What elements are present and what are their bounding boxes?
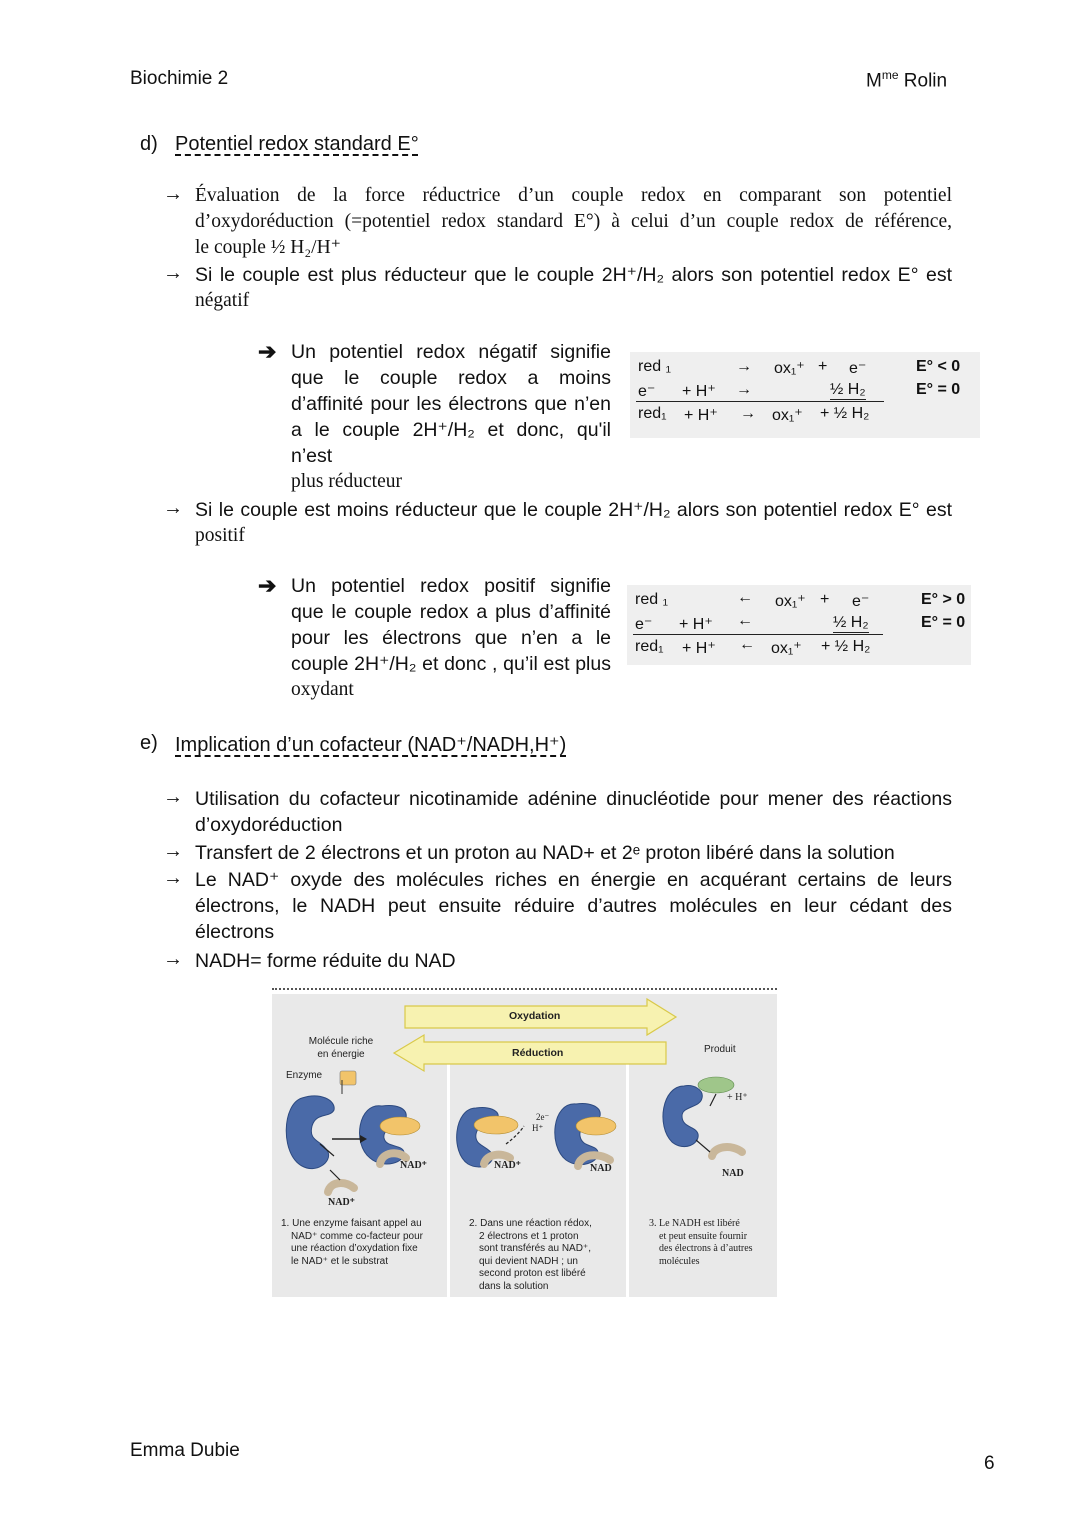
substrate-icon xyxy=(380,1117,420,1135)
eq-proton: + H⁺ xyxy=(682,640,716,657)
eq-half-h2: + ½ H₂ xyxy=(821,638,871,655)
proton-label: H⁺ xyxy=(532,1123,544,1133)
bullet-transfert: Transfert de 2 électrons et un proton au NAD+ et 2ᵉ proton libéré dans la solution xyxy=(195,842,895,864)
eq-potential: E° = 0 xyxy=(916,381,961,398)
bullet-arrow: → xyxy=(163,786,183,808)
caption-step-3: 3. Le NADH est libéré et peut ensuite fournir des électrons à d’autres molécules xyxy=(649,1218,753,1267)
eq-rule xyxy=(633,634,883,635)
eq-arrow: ← xyxy=(737,589,753,606)
eq-half-h2: + ½ H₂ xyxy=(820,405,870,422)
footer-author: Emma Dubie xyxy=(130,1440,240,1461)
eq-potential: E° > 0 xyxy=(921,591,966,608)
eq-half-h2: ½ H₂ xyxy=(830,381,866,398)
bullet-arrow: → xyxy=(163,183,183,205)
section-e-title: Implication d’un cofacteur (NAD⁺/NADH,H⁺) xyxy=(175,734,567,756)
bullet-moins-reducteur: Si le couple est moins réducteur que le couple 2H⁺/H₂ alors son potentiel redox E° est positif xyxy=(195,499,952,546)
section-d-letter: d) xyxy=(140,133,158,155)
bullet-nad-oxyde: Le NAD⁺ oxyde des molécules riches en énergie en acquérant certains de leurs électrons, le NADH peut ensuite réduire d’autres molécules en leur cédant des électrons xyxy=(195,869,952,943)
eq-ox1: ox₁⁺ xyxy=(772,407,803,424)
section-e-letter: e) xyxy=(140,732,158,754)
eq-potential: E° = 0 xyxy=(921,614,966,631)
eq-red1: red₁ xyxy=(635,638,664,655)
bullet-arrow: → xyxy=(163,948,183,970)
eq-ox1: ox₁⁺ xyxy=(774,360,805,377)
two-electrons-label: 2e⁻ xyxy=(536,1112,550,1122)
nad-label: NAD xyxy=(722,1168,744,1179)
bullet-cofacteur: Utilisation du cofacteur nicotinamide adénine dinucléotide pour mener des réactions d’oxydoréduction xyxy=(195,788,952,836)
molecule-label: Molécule riche en énergie xyxy=(308,1036,374,1060)
plus-h-label: + H⁺ xyxy=(727,1092,748,1103)
eq-arrow: ← xyxy=(737,612,753,629)
nad-plus-label: NAD⁺ xyxy=(494,1160,521,1171)
eq-proton: + H⁺ xyxy=(684,407,718,424)
caption-step-1: 1. Une enzyme faisant appel au NAD⁺ comme co-facteur pour une réaction d’oxydation fixe le NAD⁺ et le substrat xyxy=(281,1218,423,1267)
eq-electron: e⁻ xyxy=(852,593,870,610)
eq-arrow: ← xyxy=(739,636,755,653)
bullet-evaluation: Évaluation de la force réductrice d’un couple redox en comparant son potentiel d’oxydoréduction (=potentiel redox standard E°) à celui d’un couple redox de référence, le couple ½ H₂/H⁺ xyxy=(195,185,952,258)
nad-plus-label: NAD⁺ xyxy=(328,1197,355,1208)
header-teacher: $M^{me}$ Rolin xyxy=(866,68,948,92)
eq-electron: e⁻ xyxy=(638,383,656,400)
bullet-arrow: → xyxy=(163,262,183,284)
eq-ox1: ox₁⁺ xyxy=(771,640,802,657)
nad-figure xyxy=(272,994,777,1297)
bullet-nadh: NADH= forme réduite du NAD xyxy=(195,950,456,972)
note-arrow: ➔ xyxy=(258,339,277,364)
nad-plus-label: NAD⁺ xyxy=(400,1160,427,1171)
product-icon xyxy=(698,1077,734,1093)
page-number: 6 xyxy=(984,1453,995,1474)
eq-electron: e⁻ xyxy=(849,360,867,377)
eq-red1: red ₁ xyxy=(635,591,668,608)
eq-rule xyxy=(636,401,884,402)
eq-red1: red₁ xyxy=(638,405,667,422)
bullet-arrow: → xyxy=(163,867,183,889)
header-course: Biochimie 2 xyxy=(130,68,229,89)
eq-ox1: ox₁⁺ xyxy=(775,593,806,610)
caption-step-2: 2. Dans une réaction rédox, 2 électrons et 1 proton sont transférés au NAD⁺, qui devient NADH ; un second proton est libéré dans la solution xyxy=(469,1218,592,1292)
eq-proton: + H⁺ xyxy=(679,616,713,633)
note-negatif: Un potentiel redox négatif signifie que le couple redox a moins d’affinité pour les électrons que n’en a le couple 2H⁺/H₂ et donc, qu'il n’est plus réducteur xyxy=(291,341,611,492)
enzyme-label: Enzyme xyxy=(286,1070,323,1081)
substrate-icon xyxy=(474,1116,518,1134)
bullet-arrow: → xyxy=(163,840,183,862)
eq-arrow: → xyxy=(736,381,752,398)
equation-box-negatif xyxy=(630,352,980,438)
eq-arrow: → xyxy=(736,358,752,375)
equation-box-positif xyxy=(627,585,971,665)
eq-potential: E° < 0 xyxy=(916,358,961,375)
note-arrow: ➔ xyxy=(258,573,277,598)
eq-arrow: → xyxy=(740,405,756,422)
substrate-icon xyxy=(576,1117,616,1135)
eq-proton: + H⁺ xyxy=(682,383,716,400)
nad-label: NAD xyxy=(590,1163,612,1174)
oxydation-label: Oxydation xyxy=(509,1010,561,1022)
section-d-title: Potentiel redox standard E° xyxy=(175,133,419,155)
eq-half-h2: ½ H₂ xyxy=(833,614,869,631)
eq-red1: red ₁ xyxy=(638,358,671,375)
eq-plus: + xyxy=(820,591,830,608)
bullet-plus-reducteur: Si le couple est plus réducteur que le couple 2H⁺/H₂ alors son potentiel redox E° est négatif xyxy=(195,264,952,311)
bullet-arrow: → xyxy=(163,497,183,519)
note-positif: Un potentiel redox positif signifie que le couple redox a plus d’affinité pour les électrons que n’en a le couple 2H⁺/H₂ et donc , qu’il est plus oxydant xyxy=(291,575,611,700)
reduction-label: Réduction xyxy=(512,1047,564,1059)
eq-plus: + xyxy=(818,358,828,375)
eq-electron: e⁻ xyxy=(635,616,653,633)
produit-label: Produit xyxy=(704,1044,736,1055)
